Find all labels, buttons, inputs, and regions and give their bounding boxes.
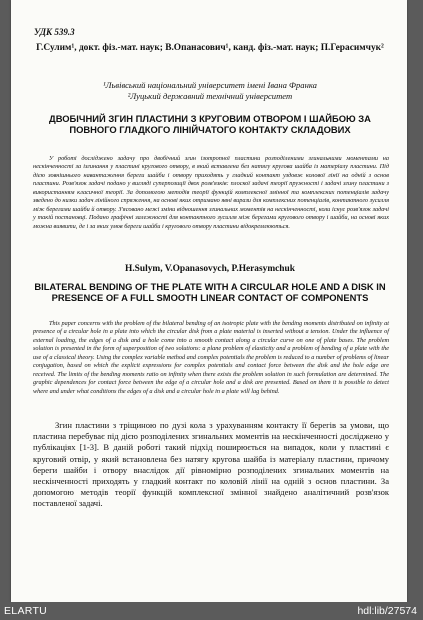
abstract-ua: У роботі досліджено задачу про двобічний згин ізотропної пластини розподіленими згинальними моментами на нескінченності за ізгинання у пластині кругового отвору, в який вставлена без натягу кругова шайба із матеріалу пластини. Під дією зовнішнього навантаження береги шайби і отвору приходять у гладкий контакт уздовж колової лінії на одній з основ пластини. Розв'язок задачі подано у вигляді суперпозиції двох розв'язків: плоскої задачі теорії пружності і задачі згину пластини з використанням класичної теорії. За допомогою методів теорії функцій комплексної змінної та комплексних потенціалів задачу зведено до низки задач лінійного спряження, на основі яких отримано явні вирази для комплексних потенціалів, контактного зусилля між берегами шайби й отвору. З'ясовано межі зміни відношення згинальних моментів на нескінченності, коли існує розв'язок задачі у такій постановці. Подано графічні залежності для контактного зусилля між берегами кругового отвору і шайби, на основі яких можна виявити, де і за яких умов береги шайби і кругового отвору пластини відокремлюються.: [33, 155, 389, 230]
body-paragraph: Згин пластини з тріщиною по дузі кола з урахуванням контакту її берегів за умови, що пластина перебуває під дією розподілених згинальних моментів на нескінченності досліджено у публікаціях [1-3]. В даній роботі такий підхід поширюється на випадок, коли у пластині є круговий отвір, у який встановлена без натягу кругова шайба із матеріалу пластини, причому береги шайби і отвору внаслідок дії рівномірно розподілених згинальних моментів на нескінченності приходять у гладкий контакт по коловій лінії на одній з основ пластини. За допомогою методів теорії функцій комплексної змінної знайдено аналітичний розв'язок поставленої задачі.: [33, 420, 389, 509]
document-page: [11, 0, 407, 602]
title-en: BILATERAL BENDING OF THE PLATE WITH A CIRCULAR HOLE AND A DISK IN PRESENCE OF A FULL SMOOTH LINEAR CONTACT OF COMPONENTS: [34, 281, 386, 304]
repository-name: ELARTU: [4, 605, 48, 617]
handle-link[interactable]: hdl:lib/27574: [357, 605, 417, 617]
affiliation-2: ²Луцький державний технічний університет: [127, 90, 293, 101]
abstract-en: This paper concerns with the problem of the bilateral bending of an isotropic plate with the bending moments distributed on infinity at presence of a circular hole in a plate into which the circular disk from a plate material is inserted without a tension. Under the influence of external loading, the edges of a disk and a hole come into a smooth contact along a circular curve on one of plate bases. The problem solution is presented in the form of superposition of two solutions: a plane problem of elasticity and a problem of bending of a plate with the use of a classical theory. Using the complex variable method and complex potentials the problem is reduced to a number of problems of linear conjugation, based on which the explicit expressions for complex potentials and contact force between the disk and the hole edge are received. The limits of the bending moments ratio on infinity when there exists the problem solution in such formulation are determined. The graphic dependences for contact force between the edge of a circular hole and a disk are presented. Based on them it is possible to detect where and under what conditions the edges of a disk and a circular hole in a plate will lag behind.: [33, 320, 389, 395]
affiliations: [29, 80, 391, 101]
udc-code: УДК 539.3: [34, 27, 75, 37]
authors-en: H.Sulym, V.Opanasovych, P.Herasymchuk: [125, 264, 295, 274]
authors-ua: Г.Сулим¹, докт. фіз.-мат. наук; В.Опанасович¹, канд. фіз.-мат. наук; П.Герасимчук²: [36, 43, 384, 53]
repository-footer-bar: [0, 602, 423, 620]
title-ua: ДВОБІЧНИЙ ЗГИН ПЛАСТИНИ З КРУГОВИМ ОТВОРОМ І ШАЙБОЮ ЗА ПОВНОГО ГЛАДКОГО ЛІНІЙЧАТОГО КОНТАКТУ СКЛАДОВИХ: [49, 113, 371, 135]
affiliation-1: ¹Львівський національний університет імені Івана Франка: [103, 80, 317, 90]
